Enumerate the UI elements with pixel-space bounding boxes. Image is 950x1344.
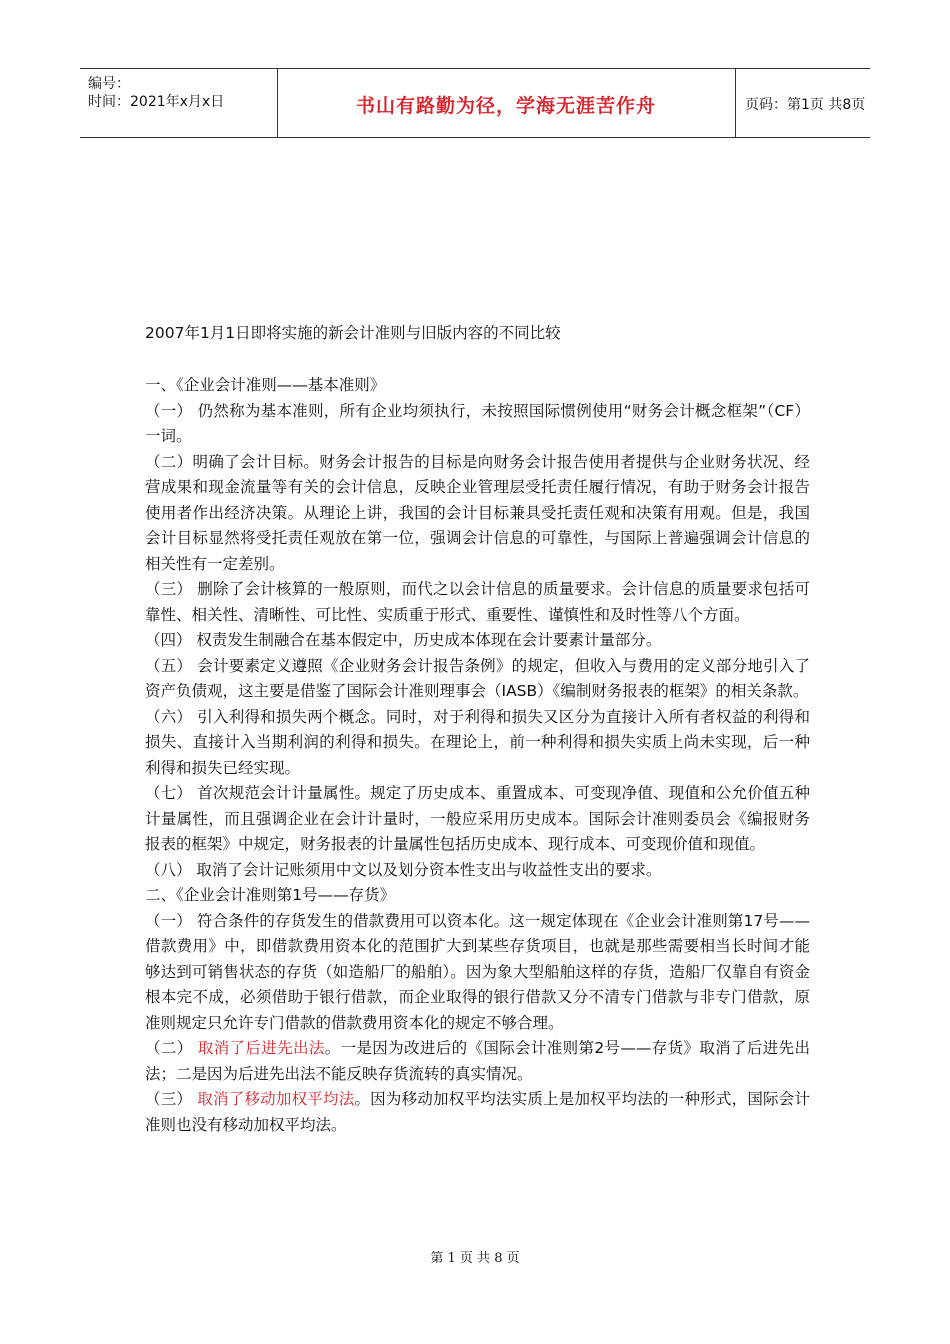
paragraph-text: （三）	[145, 1090, 198, 1108]
paragraph	[145, 1087, 810, 1138]
paragraph	[145, 450, 810, 578]
paragraph-text: （三） 删除了会计核算的一般原则，而代之以会计信息的质量要求。会计信息的质量要求包括可靠性、相关性、清晰性、可比性、实质重于形式、重要性、谨慎性和及时性等八个方面。	[145, 580, 810, 624]
paragraph-text-tail: 。因为移动加权平均法实质上是加权平均法的一种形式，国际会计准则也没有移动加权平均法。	[145, 1090, 810, 1134]
paragraph-text: （七） 首次规范会计计量属性。规定了历史成本、重置成本、可变现净值、现值和公允价值五种计量属性，而且强调企业在会计计量时，一般应采用历史成本。国际会计准则委员会《编报财务报表的框架》中规定，财务报表的计量属性包括历史成本、现行成本、可变现价值和现值。	[145, 784, 810, 853]
page-footer: 第 1 页 共 8 页	[430, 1251, 520, 1266]
paragraph	[145, 1036, 810, 1087]
paragraph-text: （八） 取消了会计记账须用中文以及划分资本性支出与收益性支出的要求。	[145, 860, 662, 879]
number-label: 编号：	[88, 76, 130, 92]
paragraph	[145, 781, 810, 858]
time-label: 时间：2021年x月x日	[88, 94, 225, 110]
page-header	[80, 68, 870, 138]
paragraph	[145, 373, 810, 399]
paragraph-text-tail: 。一是因为改进后的《国际会计准则第2号——存货》取消了后进先出法；二是因为后进先出法不能反映存货流转的真实情况。	[145, 1039, 810, 1083]
paragraph-text: 一、《企业会计准则——基本准则》	[145, 376, 386, 394]
paragraph-text: （一） 符合条件的存货发生的借款费用可以资本化。这一规定体现在《企业会计准则第17号——借款费用》中，即借款费用资本化的范围扩大到某些存货项目，也就是那些需要相当长时间才能够达到可销售状态的存货（如造船厂的船舶）。因为象大型船舶这样的存货，造船厂仅靠自有资金根本完不成，必须借助于银行借款，而企业取得的银行借款又分不清专门借款与非专门借款，原准则规定只允许专门借款的借款费用资本化的规定不够合理。	[145, 911, 810, 1032]
highlighted-text: 取消了后进先出法	[197, 1039, 325, 1057]
paragraph-text: 二、《企业会计准则第1号——存货》	[145, 886, 396, 904]
document-body	[145, 320, 810, 1138]
paragraph-text: （五） 会计要素定义遵照《企业财务会计报告条例》的规定，但收入与费用的定义部分地引入了资产负债观，这主要是借鉴了国际会计准则理事会（IASB）《编制财务报表的框架》的相关条款。	[145, 656, 810, 700]
motto: 书山有路勤为径，学海无涯苦作舟	[355, 95, 656, 117]
paragraph-text: （二）	[145, 1039, 198, 1057]
paragraph-text: （六） 引入利得和损失两个概念。同时，对于利得和损失又区分为直接计入所有者权益的利得和损失、直接计入当期利润的利得和损失。在理论上，前一种利得和损失实质上尚未实现，后一种利得和损失已经实现。	[145, 707, 810, 777]
paragraph	[145, 654, 810, 705]
page-info: 页码：第1页 共8页	[745, 97, 866, 113]
paragraph	[145, 628, 810, 654]
paragraph	[145, 705, 810, 782]
header-left-cell	[80, 69, 278, 137]
paragraph-text: （一） 仍然称为基本准则，所有企业均须执行，未按照国际惯例使用“财务会计概念框架”（CF）一词。	[145, 401, 810, 445]
paragraph	[145, 577, 810, 628]
paragraph-list	[145, 373, 810, 1138]
document-title: 2007年1月1日即将实施的新会计准则与旧版内容的不同比较	[145, 324, 561, 342]
highlighted-text: 取消了移动加权平均法	[197, 1090, 355, 1108]
paragraph	[145, 858, 810, 884]
header-right-cell	[735, 69, 870, 137]
paragraph	[145, 883, 810, 909]
paragraph	[145, 399, 810, 450]
paragraph-text: （二）明确了会计目标。财务会计报告的目标是向财务会计报告使用者提供与企业财务状况、经营成果和现金流量等有关的会计信息，反映企业管理层受托责任履行情况，有助于财务会计报告使用者作出经济决策。从理论上讲，我国的会计目标兼具受托责任观和决策有用观。但是，我国会计目标显然将受托责任观放在第一位，强调会计信息的可靠性，与国际上普遍强调会计信息的相关性有一定差别。	[145, 452, 810, 573]
paragraph-text: （四） 权责发生制融合在基本假定中，历史成本体现在会计要素计量部分。	[145, 631, 662, 649]
paragraph	[145, 909, 810, 1037]
header-motto-cell	[277, 69, 736, 137]
